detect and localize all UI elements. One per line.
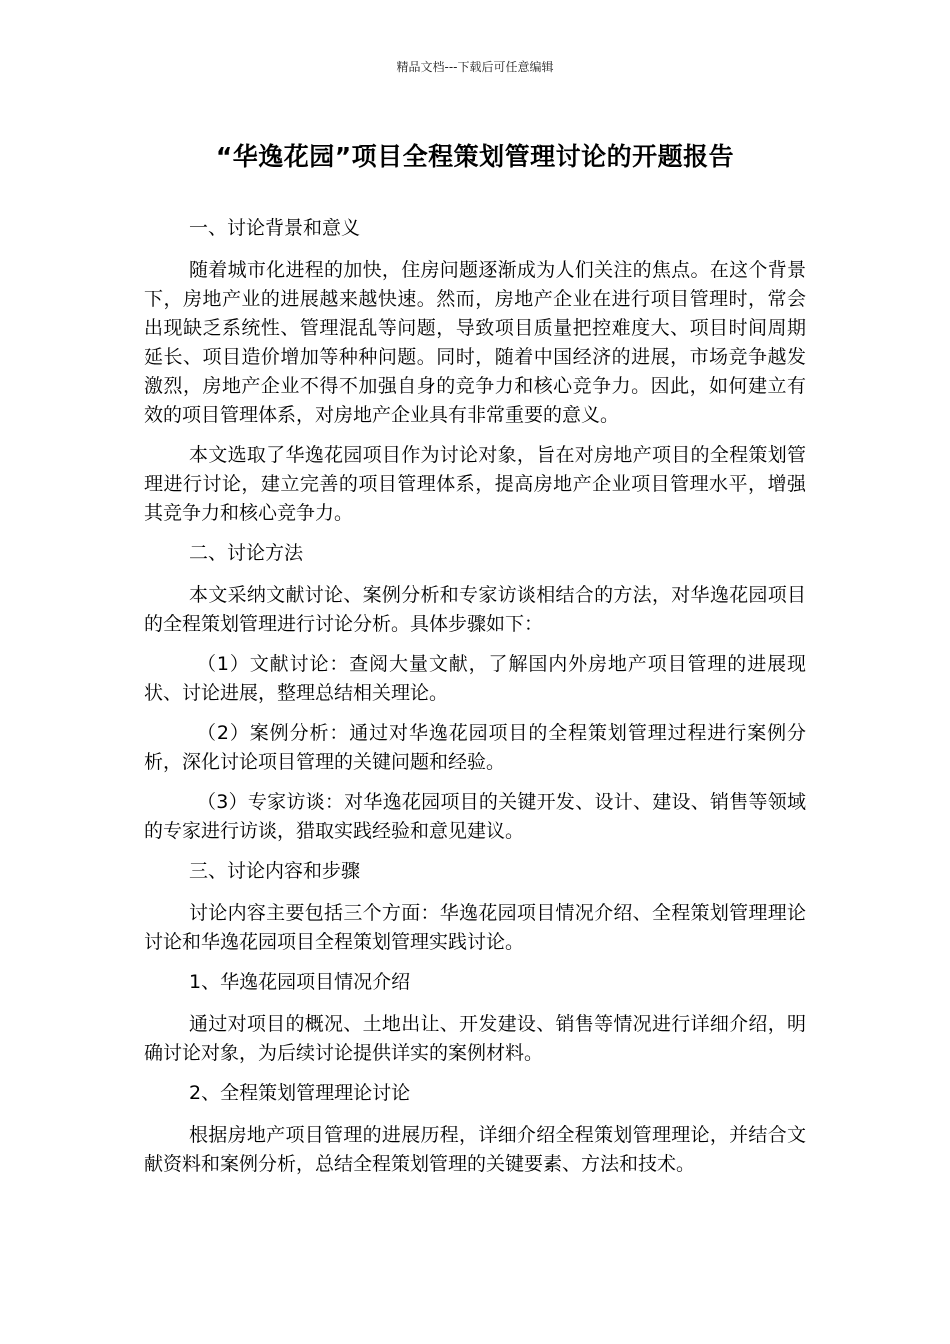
method-step-literature: （1）文献讨论：查阅大量文献，了解国内外房地产项目管理的进展现状、讨论进展，整理总结相关理论。 (144, 653, 806, 704)
paragraph-objective: 本文选取了华逸花园项目作为讨论对象，旨在对房地产项目的全程策划管理进行讨论，建立完善的项目管理体系，提高房地产企业项目管理水平，增强其竞争力和核心竞争力。 (144, 444, 806, 524)
subsection-heading-theory: 2、全程策划管理理论讨论 (189, 1082, 411, 1104)
paragraph-theory: 根据房地产项目管理的进展历程，详细介绍全程策划管理理论，并结合文献资料和案例分析，总结全程策划管理的关键要素、方法和技术。 (144, 1124, 806, 1175)
paragraph-project: 通过对项目的概况、土地出让、开发建设、销售等情况进行详细介绍，明确讨论对象，为后续讨论提供详实的案例材料。 (144, 1013, 806, 1064)
subsection-heading-project: 1、华逸花园项目情况介绍 (189, 971, 411, 993)
section-heading-background: 一、讨论背景和意义 (189, 217, 361, 239)
method-step-case-study: （2）案例分析：通过对华逸花园项目的全程策划管理过程进行案例分析，深化讨论项目管理的关键问题和经验。 (144, 722, 806, 773)
page-header-note: 精品文档---下载后可任意编辑 (396, 60, 554, 74)
section-heading-method: 二、讨论方法 (189, 542, 304, 564)
document-body (144, 214, 806, 1190)
paragraph-method-intro: 本文采纳文献讨论、案例分析和专家访谈相结合的方法，对华逸花园项目的全程策划管理进行讨论分析。具体步骤如下： (144, 584, 806, 635)
paragraph-background: 随着城市化进程的加快，住房问题逐渐成为人们关注的焦点。在这个背景下，房地产业的进展越来越快速。然而，房地产企业在进行项目管理时，常会出现缺乏系统性、管理混乱等问题，导致项目质量把控难度大、项目时间周期延长、项目造价增加等种种问题。同时，随着中国经济的进展，市场竞争越发激烈，房地产企业不得不加强自身的竞争力和核心竞争力。因此，如何建立有效的项目管理体系，对房地产企业具有非常重要的意义。 (144, 259, 806, 426)
paragraph-content-intro: 讨论内容主要包括三个方面：华逸花园项目情况介绍、全程策划管理理论讨论和华逸花园项目全程策划管理实践讨论。 (144, 902, 806, 953)
method-step-interview: （3）专家访谈：对华逸花园项目的关键开发、设计、建设、销售等领域的专家进行访谈，猎取实践经验和意见建议。 (144, 791, 806, 842)
section-heading-content: 三、讨论内容和步骤 (189, 860, 361, 882)
document-title: “华逸花园”项目全程策划管理讨论的开题报告 (215, 142, 735, 171)
